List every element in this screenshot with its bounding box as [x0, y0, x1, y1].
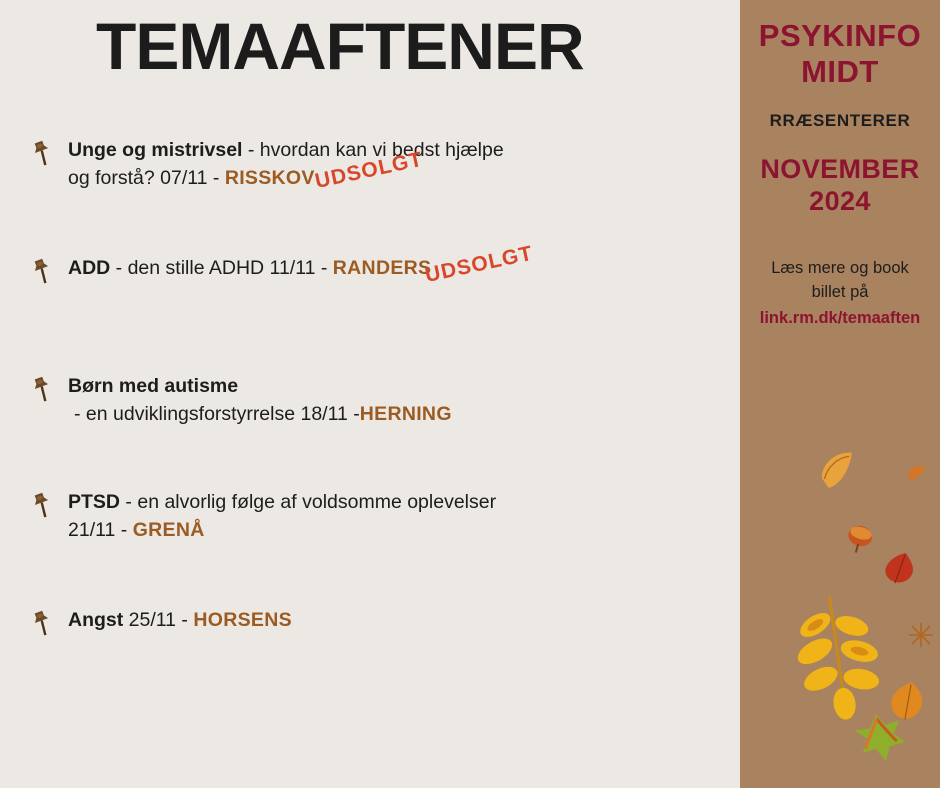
- event-desc-line1: - en alvorlig følge af voldsomme oplevelser: [120, 491, 497, 513]
- pushpin-icon: [26, 140, 56, 170]
- booking-line-2: billet på: [811, 282, 869, 301]
- status-badge: UDSOLGT: [423, 241, 536, 288]
- event-title: Børn med autisme: [68, 375, 239, 397]
- autumn-leaf-icon: [888, 680, 928, 729]
- list-item[interactable]: [0, 372, 740, 468]
- event-list: [0, 136, 740, 702]
- event-text: [68, 372, 708, 429]
- booking-line-1: Læs mere og book: [771, 258, 909, 277]
- pushpin-icon: [26, 492, 56, 522]
- autumn-leaf-icon: [843, 520, 877, 559]
- event-text: [68, 606, 708, 634]
- pushpin-icon: [26, 258, 56, 288]
- autumn-leaf-icon: [780, 592, 898, 727]
- list-item[interactable]: [0, 241, 740, 350]
- event-title: PTSD: [68, 491, 121, 513]
- event-text: [68, 254, 708, 282]
- list-item[interactable]: [0, 606, 740, 702]
- event-title: Angst: [68, 609, 124, 631]
- event-desc-line1: - hvordan kan vi bedst hjælpe: [242, 139, 504, 161]
- event-city: HERNING: [359, 403, 452, 426]
- brand-name: [750, 18, 930, 89]
- event-text: [68, 488, 708, 545]
- list-item[interactable]: [0, 136, 740, 232]
- brand-line-1: PSYKINFO: [758, 18, 922, 53]
- event-city: GRENÅ: [132, 519, 205, 542]
- month-label: NOVEMBER: [760, 154, 920, 185]
- list-item[interactable]: [0, 488, 740, 584]
- presents-label: RRÆSENTERER: [769, 111, 911, 131]
- pushpin-icon: [26, 610, 56, 640]
- pushpin-icon: [26, 376, 56, 406]
- event-city: RISSKOV: [224, 167, 315, 190]
- page-title: TEMAAFTENER: [96, 9, 584, 83]
- brand-line-2: MIDT: [801, 53, 879, 89]
- booking-link[interactable]: link.rm.dk/temaaften: [759, 308, 921, 327]
- status-badge: UDSOLGT: [313, 147, 426, 194]
- year-label: 2024: [809, 185, 871, 216]
- autumn-leaf-icon: [908, 622, 934, 653]
- event-title: ADD: [68, 257, 111, 279]
- autumn-leaf-icon: [816, 450, 862, 495]
- event-city: RANDERS: [332, 257, 432, 279]
- event-city: HORSENS: [193, 609, 292, 631]
- event-desc-line2: - en udviklingsforstyrrelse 18/11 -: [74, 403, 360, 426]
- event-desc-line2: 21/11 -: [68, 519, 133, 542]
- event-desc-line1: - den stille ADHD 11/11 -: [110, 257, 333, 279]
- autumn-leaf-icon: [906, 462, 928, 489]
- event-desc-line1: 25/11 -: [123, 609, 194, 631]
- poster-sidebar: [740, 0, 940, 788]
- booking-info: [750, 257, 930, 305]
- event-title: Unge og mistrivsel: [68, 139, 243, 161]
- event-desc-line2: og forstå? 07/11 -: [68, 167, 225, 190]
- autumn-leaf-icon: [882, 550, 918, 593]
- autumn-leaf-icon: [852, 712, 908, 769]
